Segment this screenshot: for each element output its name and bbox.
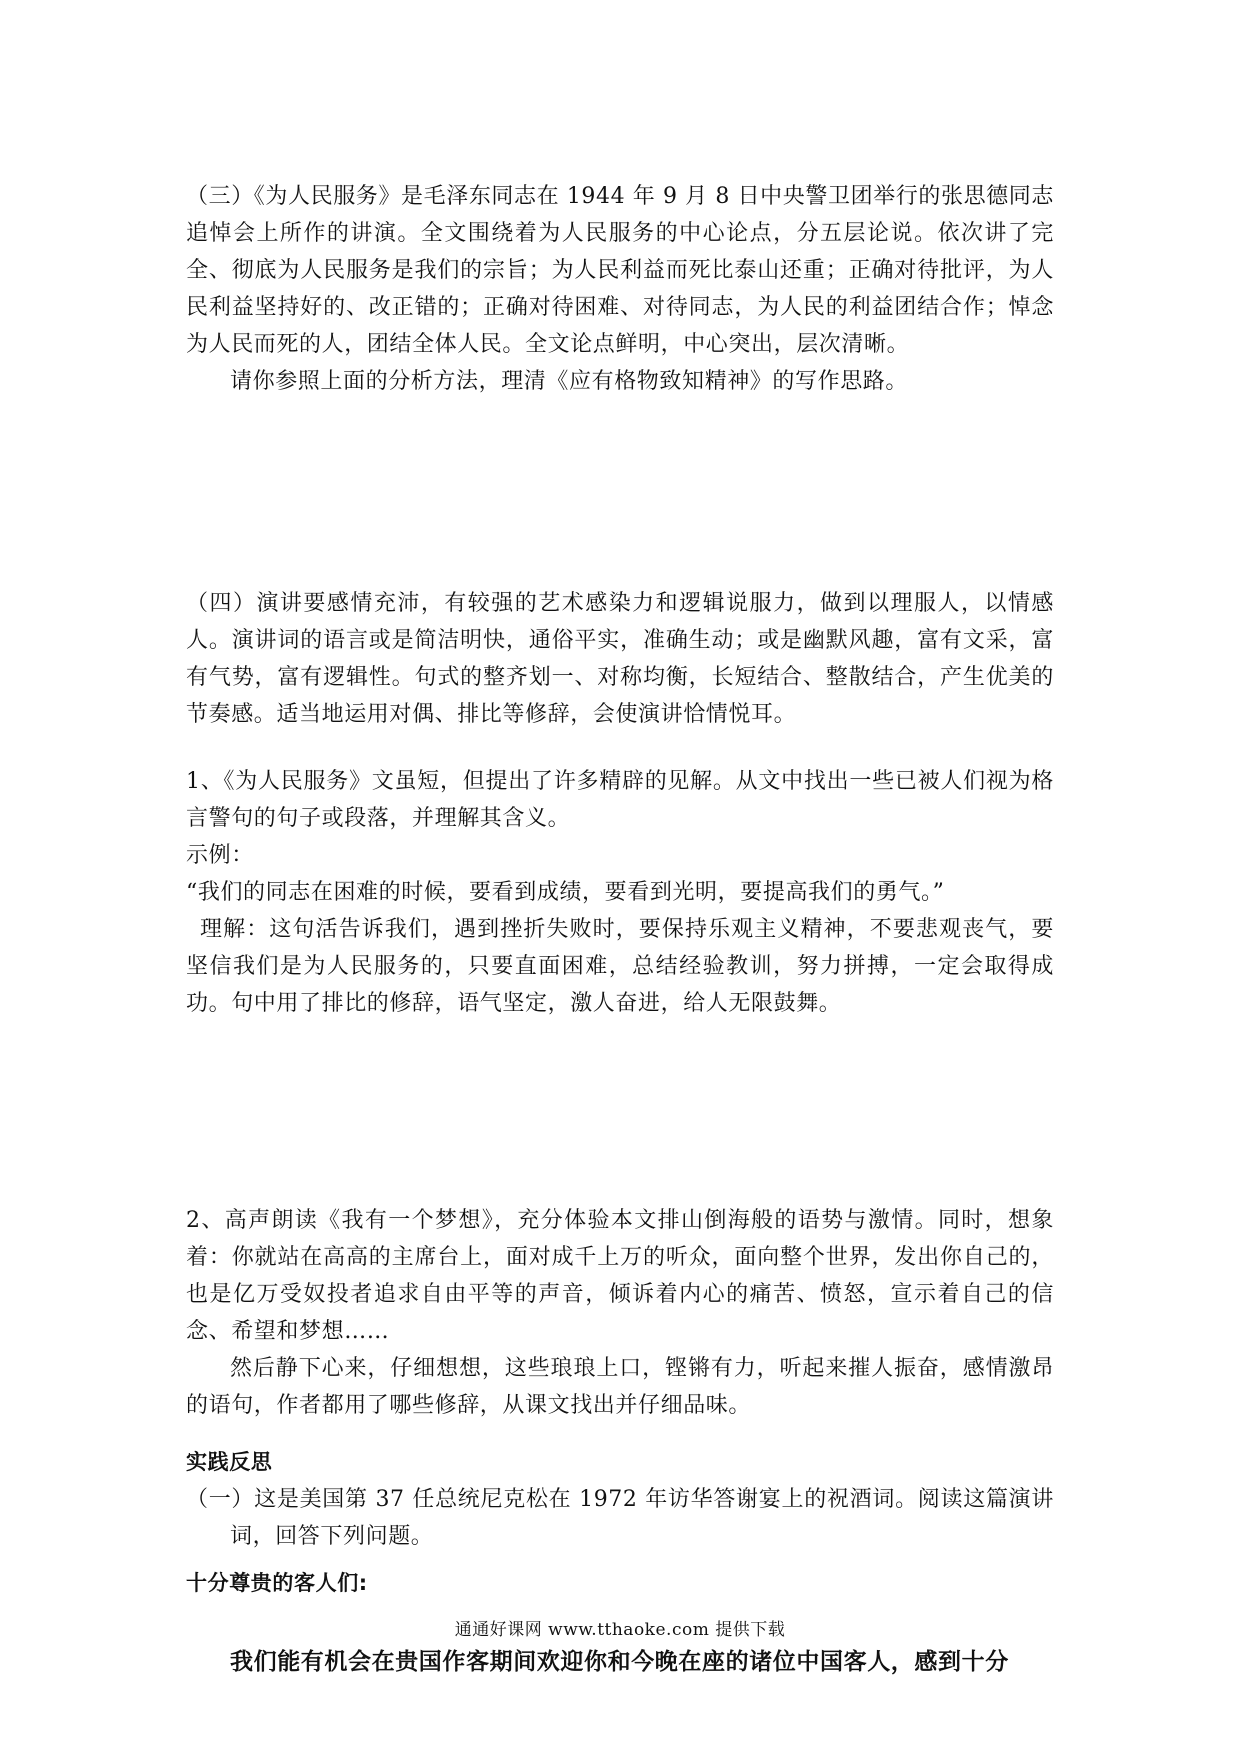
question-two-followup: 然后静下心来，仔细想想，这些琅琅上口，铿锵有力，听起来摧人振奋，感情激昂的语句，作者都用了哪些修辞，从课文找出并仔细品味。	[186, 1356, 1054, 1418]
section-three-task: 请你参照上面的分析方法，理清《应有格物致知精神》的写作思路。	[230, 369, 909, 394]
question-two-prompt: 2、高声朗读《我有一个梦想》，充分体验本文排山倒海般的语势与激情。同时，想象着：你就站在高高的主席台上，面对成千上万的听众，面向整个世界，发出你自己的，也是亿万受奴投者追求自由平等的声音，倾诉着内心的痛苦、愤怒，宣示着自己的信念、希望和梦想……	[186, 1208, 1054, 1344]
example-quote: “我们的同志在困难的时候，要看到成绩，要看到光明，要提高我们的勇气。”	[186, 880, 945, 905]
answer-space	[186, 400, 1054, 585]
speech-first-line: 我们能有机会在贵国作客期间欢迎你和今晚在座的诸位中国客人，感到十分	[230, 1649, 1009, 1675]
example-analysis: 理解：这句活告诉我们，遇到挫折失败时，要保持乐观主义精神，不要悲观丧气，要坚信我们是为人民服务的，只要直面困难，总结经验教训，努力拼搏，一定会取得成功。句中用了排比的修辞，语气坚定，激人奋进，给人无限鼓舞。	[186, 917, 1054, 1016]
practice-heading: 实践反思	[186, 1450, 273, 1474]
section-four-paragraph: （四）演讲要感情充沛，有较强的艺术感染力和逻辑说服力，做到以理服人，以情感人。演讲词的语言或是简洁明快，通俗平实，准确生动；或是幽默风趣，富有文采，富有气势，富有逻辑性。句式的整齐划一、对称均衡，长短结合、整散结合，产生优美的节奏感。适当地运用对偶、排比等修辞，会使演讲恰情悦耳。	[186, 591, 1054, 727]
document-page	[186, 178, 1054, 1681]
section-three-paragraph: （三）《为人民服务》是毛泽东同志在 1944 年 9 月 8 日中央警卫团举行的张思德同志追悼会上所作的讲演。全文围绕着为人民服务的中心论点，分五层论说。依次讲了完全、彻底为人民服务是我们的宗旨；为人民利益而死比泰山还重；正确对待批评，为人民利益坚持好的、改正错的；正确对待困难、对待同志，为人民的利益团结合作；悼念为人民而死的人，团结全体人民。全文论点鲜明，中心突出，层次清晰。	[186, 184, 1054, 357]
question-one-prompt: 1、《为人民服务》文虽短，但提出了许多精辟的见解。从文中找出一些已被人们视为格言警句的句子或段落，并理解其含义。	[186, 769, 1054, 831]
page-footer: 通通好课网 www.tthaoke.com 提供下载	[454, 1620, 786, 1640]
example-label: 示例：	[186, 843, 254, 868]
practice-item-one: （一）这是美国第 37 任总统尼克松在 1972 年访华答谢宴上的祝酒词。阅读这篇演讲词，回答下列问题。	[186, 1487, 1054, 1549]
spacer	[186, 1424, 1054, 1444]
speech-greeting: 十分尊贵的客人们:	[186, 1571, 368, 1595]
answer-space	[186, 1022, 1054, 1202]
spacer	[186, 733, 1054, 763]
